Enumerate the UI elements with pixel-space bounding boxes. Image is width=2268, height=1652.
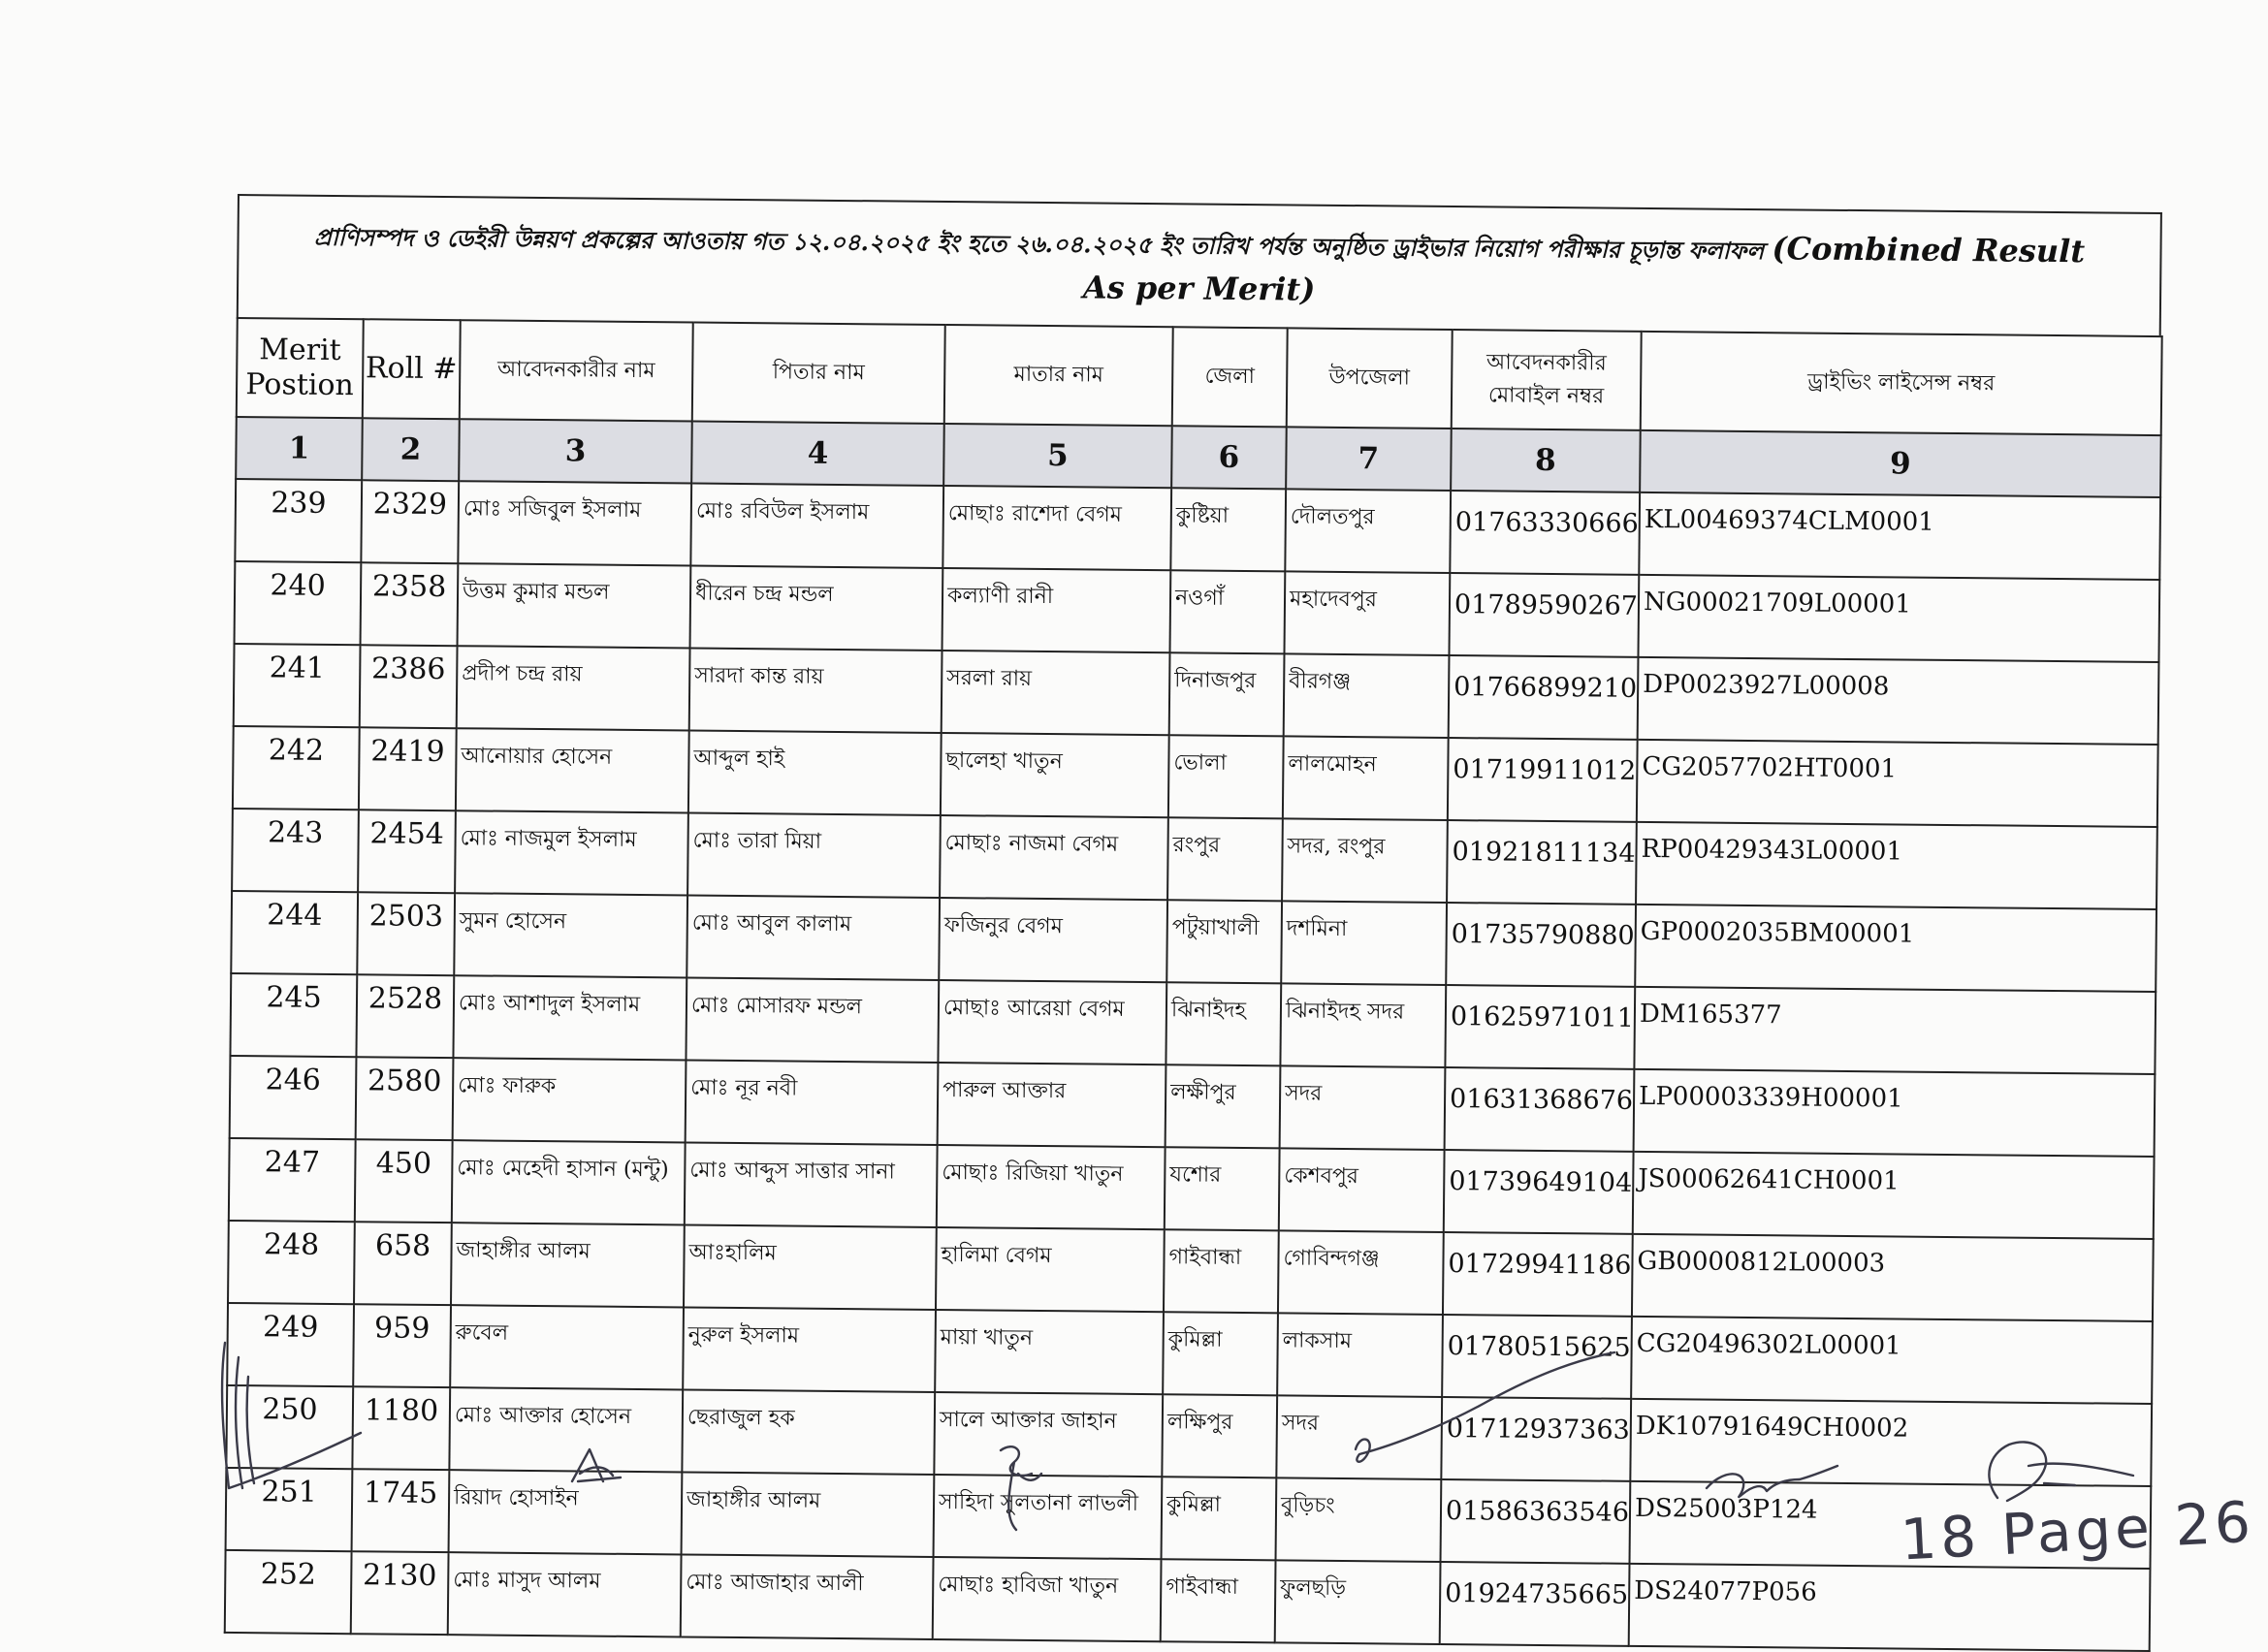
applicant-name: জাহাঙ্গীর আলম: [451, 1223, 685, 1307]
father-name: মোঃ নূর নবী: [686, 1060, 939, 1144]
upazila: দশমিনা: [1281, 901, 1447, 985]
applicant-name: মোঃ মাসুদ আলম: [448, 1552, 682, 1636]
page-note: 18 Page 26: [1899, 1488, 2256, 1573]
title-english-part2: As per Merit): [1082, 269, 1316, 308]
license-number: DP0023927L00008: [1638, 657, 2159, 745]
mobile-number: 01719911012: [1448, 738, 1638, 822]
license-number: GB0000812L00003: [1632, 1234, 2154, 1321]
mother-name: মোছাঃ রিজিয়া খাতুন: [937, 1145, 1166, 1229]
license-number: CG2057702HT0001: [1637, 740, 2158, 827]
district: কুমিল্লা: [1162, 1477, 1277, 1560]
upazila: দৌলতপুর: [1285, 489, 1451, 573]
mother-name: মোছাঃ আরেয়া বেগম: [938, 980, 1166, 1064]
district: দিনাজপুর: [1169, 652, 1285, 736]
col-number: 5: [943, 424, 1172, 488]
roll-number: 658: [354, 1222, 452, 1305]
mobile-number: 01586363546: [1441, 1479, 1631, 1564]
col-header-mobile: আবেদনকারীর মোবাইল নম্বর: [1452, 330, 1642, 430]
license-number: CG20496302L00001: [1631, 1317, 2153, 1404]
mother-name: ফজিনুর বেগম: [939, 898, 1167, 982]
merit-table: [224, 317, 2163, 1652]
upazila: সদর: [1280, 1065, 1446, 1150]
district: গাইবান্ধা: [1164, 1229, 1279, 1313]
district: রংপুর: [1167, 817, 1283, 901]
table-row: [225, 1550, 2151, 1651]
header-row: [237, 318, 2162, 435]
mother-name: হালিমা বেগম: [936, 1227, 1165, 1312]
merit-position: 251: [226, 1468, 353, 1551]
father-name: মোঃ আজাহার আলী: [681, 1554, 934, 1638]
applicant-name: মোঃ আক্তার হোসেন: [449, 1387, 683, 1472]
document-title: [237, 194, 2162, 335]
applicant-name: উত্তম কুমার মন্ডল: [458, 563, 691, 648]
applicant-name: সুমন হোসেন: [454, 893, 687, 977]
district: ঝিনাইদহ: [1166, 982, 1281, 1065]
father-name: আঃহালিম: [684, 1224, 937, 1309]
mobile-number: 01789590267: [1449, 573, 1639, 657]
col-header-mother: মাতার নাম: [944, 325, 1173, 426]
father-name: মোঃ রবিউল ইসলাম: [690, 484, 943, 568]
upazila: সদর, রংপুর: [1282, 818, 1448, 903]
upazila: ফুলছড়ি: [1275, 1560, 1441, 1644]
merit-position: 246: [230, 1056, 357, 1139]
merit-position: 239: [235, 479, 362, 562]
merit-position: 247: [229, 1138, 356, 1222]
merit-position: 241: [234, 644, 361, 727]
merit-position: 249: [227, 1303, 354, 1386]
col-number: 7: [1286, 427, 1452, 491]
mother-name: মায়া খাতুন: [935, 1310, 1164, 1394]
upazila: কেশবপুর: [1279, 1148, 1445, 1232]
merit-position: 240: [235, 561, 362, 645]
col-number: 9: [1640, 430, 2161, 497]
roll-number: 2580: [356, 1057, 454, 1140]
mother-name: মোছাঃ নাজমা বেগম: [940, 815, 1168, 900]
col-number: 3: [459, 419, 692, 483]
district: কুমিল্লা: [1163, 1312, 1278, 1395]
district: যশোর: [1165, 1147, 1280, 1230]
roll-number: 2454: [358, 810, 456, 893]
col-header-upazila: উপজেলা: [1287, 328, 1453, 429]
upazila: সদর: [1276, 1395, 1442, 1479]
father-name: আব্দুল হাই: [688, 730, 942, 814]
merit-position: 244: [231, 891, 358, 974]
applicant-name: মোঃ ফারুক: [453, 1058, 687, 1142]
father-name: মোঃ আবুল কালাম: [687, 895, 940, 979]
applicant-name: মোঃ আশাদুল ইসলাম: [453, 975, 687, 1060]
col-header-father: পিতার নাম: [692, 323, 945, 424]
upazila: গোবিন্দগঞ্জ: [1278, 1230, 1444, 1315]
roll-number: 2358: [361, 562, 459, 646]
applicant-name: মোঃ নাজমুল ইসলাম: [455, 810, 688, 895]
upazila: বুড়িচং: [1276, 1477, 1442, 1562]
merit-position: 243: [232, 809, 359, 892]
license-number: DM165377: [1634, 987, 2156, 1074]
applicant-name: প্রদীপ চন্দ্র রায়: [457, 646, 690, 730]
mobile-number: 01625971011: [1445, 985, 1635, 1069]
roll-number: 959: [353, 1304, 451, 1387]
col-header-name: আবেদনকারীর নাম: [460, 320, 693, 421]
merit-position: 245: [230, 973, 357, 1057]
district: পটুয়াখালী: [1166, 900, 1282, 983]
district: লক্ষিপুর: [1162, 1394, 1277, 1477]
mother-name: মোছাঃ রাশেদা বেগম: [942, 486, 1171, 570]
father-name: সারদা কান্ত রায়: [689, 648, 942, 732]
roll-number: 2419: [359, 727, 457, 810]
license-number: NG00021709L00001: [1638, 575, 2159, 662]
mother-name: সালে আক্তার জাহান: [934, 1392, 1163, 1477]
district: নওগাঁ: [1170, 570, 1286, 653]
mobile-number: 01739649104: [1444, 1150, 1634, 1234]
license-number: GP0002035BM00001: [1635, 905, 2156, 992]
col-header-license: ড্রাইভিং লাইসেন্স নম্বর: [1641, 332, 2162, 435]
mobile-number: 01631368676: [1445, 1067, 1635, 1152]
license-number: RP00429343L00001: [1636, 822, 2157, 909]
license-number: LP00003339H00001: [1634, 1069, 2156, 1157]
father-name: নুরুল ইসলাম: [683, 1307, 936, 1391]
district: গাইবান্ধা: [1161, 1559, 1276, 1642]
father-name: ছেরাজুল হক: [682, 1389, 935, 1474]
col-number: 1: [236, 417, 363, 480]
mother-name: মোছাঃ হাবিজা খাতুন: [933, 1557, 1162, 1641]
mobile-number: 01763330666: [1450, 491, 1640, 575]
district: ভোলা: [1168, 735, 1284, 818]
mobile-number: 01766899210: [1449, 655, 1639, 740]
roll-number: 2130: [351, 1551, 449, 1635]
roll-number: 1180: [352, 1386, 450, 1470]
upazila: মহাদেবপুর: [1284, 571, 1450, 655]
father-name: মোঃ আব্দুস সাত্তার সানা: [685, 1142, 938, 1226]
col-number: 8: [1451, 429, 1641, 492]
license-number: KL00469374CLM0001: [1639, 492, 2160, 580]
merit-position: 248: [228, 1221, 355, 1304]
father-name: জাহাঙ্গীর আলম: [682, 1472, 935, 1556]
mobile-number: 01924735665: [1440, 1562, 1630, 1646]
mother-name: পারুল আক্তার: [938, 1063, 1166, 1147]
upazila: লালমোহন: [1283, 736, 1449, 820]
mother-name: ছালেহা খাতুন: [941, 733, 1169, 817]
merit-position: 250: [226, 1385, 353, 1469]
mobile-number: 01712937363: [1441, 1397, 1631, 1481]
father-name: মোঃ তারা মিয়া: [687, 812, 941, 897]
father-name: ধীরেন চন্দ্র মন্ডল: [690, 566, 943, 651]
applicant-name: মোঃ সজিবুল ইসলাম: [458, 481, 691, 565]
col-header-merit: Merit Postion: [237, 318, 364, 418]
mobile-number: 01780515625: [1442, 1315, 1632, 1399]
upazila: ঝিনাইদহ সদর: [1280, 983, 1446, 1067]
col-number: 2: [362, 418, 460, 481]
col-number: 4: [691, 422, 944, 486]
license-number: DS25003P124: [1630, 1481, 2152, 1569]
col-number: 6: [1171, 426, 1287, 489]
col-header-district: জেলা: [1172, 327, 1288, 427]
applicant-name: রিয়াদ হোসাইন: [449, 1470, 683, 1554]
roll-number: 2528: [356, 974, 454, 1058]
license-number: DK10791649CH0002: [1630, 1399, 2152, 1486]
roll-number: 1745: [352, 1469, 450, 1552]
upazila: বীরগঞ্জ: [1284, 653, 1450, 738]
upazila: লাকসাম: [1277, 1313, 1443, 1397]
applicant-name: রুবেল: [450, 1305, 684, 1389]
mobile-number: 01729941186: [1443, 1232, 1633, 1317]
col-header-roll: Roll #: [363, 319, 461, 419]
merit-position: 242: [233, 726, 360, 810]
license-number: JS00062641CH0001: [1633, 1152, 2155, 1239]
applicant-name: আনোয়ার হোসেন: [456, 728, 689, 812]
mother-name: সাহিদা সুলতানা লাভলী: [934, 1475, 1163, 1559]
father-name: মোঃ মোসারফ মন্ডল: [686, 977, 939, 1062]
merit-position: 252: [225, 1550, 352, 1634]
mobile-number: 01921811134: [1447, 820, 1637, 905]
mother-name: কল্যাণী রানী: [942, 568, 1171, 652]
district: কুষ্টিয়া: [1170, 488, 1286, 571]
district: লক্ষীপুর: [1166, 1064, 1281, 1148]
license-number: DS24077P056: [1629, 1564, 2151, 1651]
roll-number: 2329: [361, 480, 459, 563]
roll-number: 2386: [360, 645, 458, 728]
mobile-number: 01735790880: [1446, 903, 1636, 987]
mother-name: সরলা রায়: [942, 651, 1170, 735]
applicant-name: মোঃ মেহেদী হাসান (মন্টু): [452, 1140, 686, 1224]
title-bengali: প্রাণিসম্পদ ও ডেইরী উন্নয়ণ প্রকল্পের আওতায় গত ১২.০৪.২০২৫ ইং হতে ২৬.০৪.২০২৫ ইং তারিখ পর্যন্ত অনুষ্ঠিত ড্রাইভার নিয়োগ পরীক্ষার চূড়ান্ত ফলাফল: [313, 222, 1765, 266]
title-english-part1: (Combined Result: [1772, 230, 2086, 270]
roll-number: 450: [355, 1139, 453, 1223]
roll-number: 2503: [357, 892, 455, 975]
